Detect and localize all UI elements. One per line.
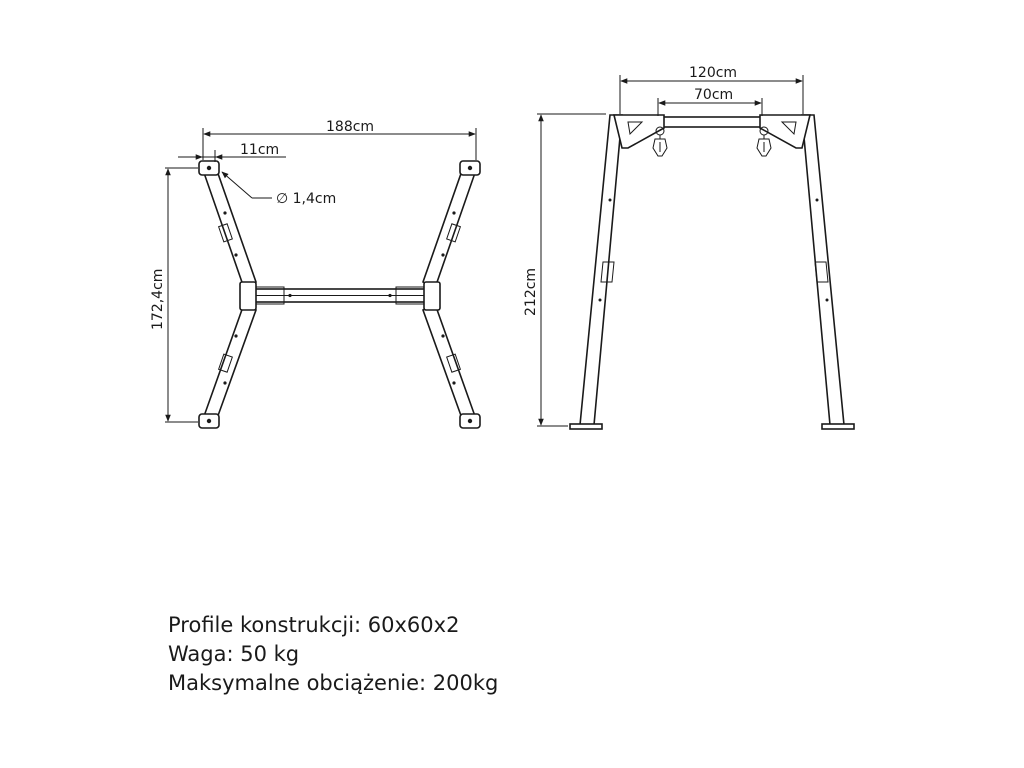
dim-11-label: 11cm [240, 142, 280, 158]
side-view-frame [570, 115, 854, 429]
dim-172-label: 172,4cm [150, 268, 166, 330]
specifications [168, 611, 498, 698]
side-leg-left [580, 115, 622, 425]
top-view-frame [199, 161, 480, 428]
dim-70-label: 70cm [694, 87, 734, 103]
side-foot-right [822, 424, 854, 429]
dim-212-label: 212cm [523, 267, 539, 316]
leg-upper-right [423, 165, 476, 288]
leg-upper-left [203, 165, 256, 288]
hole-diameter-label: ∅ 1,4cm [276, 191, 337, 207]
junction-left [240, 282, 256, 310]
side-top-beam [656, 117, 768, 127]
dim-188-label: 188cm [326, 119, 375, 135]
side-foot-left [570, 424, 602, 429]
side-leg-right [802, 115, 844, 425]
spec-max-load: Maksymalne obciążenie: 200kg [168, 671, 499, 695]
junction-right [424, 282, 440, 310]
spec-weight: Waga: 50 kg [168, 642, 300, 666]
spec-profile: Profile konstrukcji: 60x60x2 [168, 613, 460, 637]
dim-120-label: 120cm [689, 65, 738, 81]
